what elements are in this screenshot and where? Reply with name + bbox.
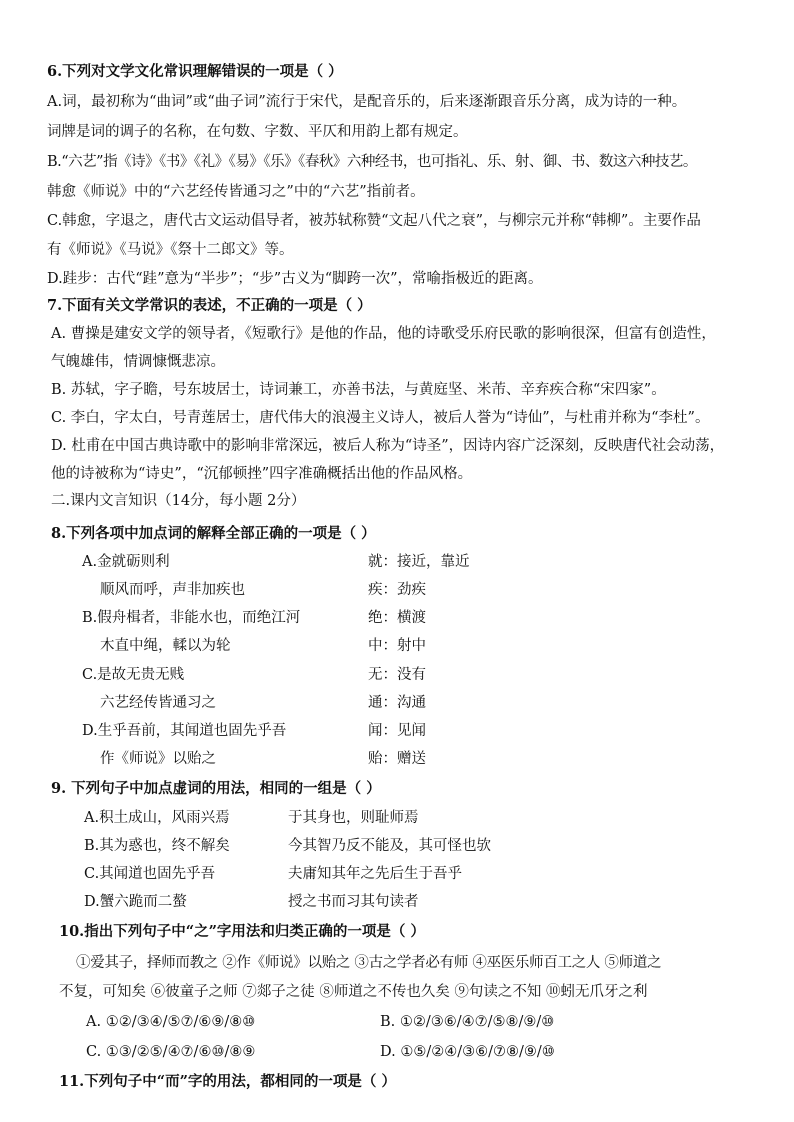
q9-row-c-left: C.其闻道也固先乎吾 — [84, 866, 216, 882]
q6-stem: 6.下列对文学文化常识理解错误的一项是（ ） — [47, 63, 343, 80]
q8-row-d2-left: 作《师说》以贻之 — [100, 751, 216, 767]
q10-sentences-line1: ①爱其子，择师而教之 ②作《师说》以贻之 ③古之学者必有师 ④巫医乐师百工之人 ⑤师道之 — [76, 955, 662, 971]
q6-option-a-line2: 词牌是词的调子的名称，在句数、字数、平仄和用韵上都有规定。 — [47, 124, 468, 140]
q9-row-c-right: 夫庸知其年之先后生于吾乎 — [288, 866, 462, 882]
q9-row-a-left: A.积土成山，风雨兴焉 — [84, 810, 230, 826]
q10-option-d: D. ①⑤/②④/③⑥/⑦⑧/⑨/⑩ — [380, 1044, 555, 1060]
q8-row-d1-left: D.生乎吾前，其闻道也固先乎吾 — [82, 723, 287, 739]
q8-stem: 8.下列各项中加点词的解释全部正确的一项是（ ） — [51, 525, 376, 542]
q8-row-b2-right: 中：射中 — [368, 638, 426, 654]
q9-row-d-right: 授之书而习其句读者 — [288, 894, 419, 910]
q6-option-b-line1: B.“六艺”指《诗》《书》《礼》《易》《乐》《春秋》六种经书，也可指礼、乐、射、御、书、数这六种技艺。 — [47, 154, 697, 170]
q10-option-c: C. ①③/②⑤/④⑦/⑥⑩/⑧⑨ — [86, 1044, 256, 1060]
q7-option-c: C. 李白，字太白，号青莲居士，唐代伟大的浪漫主义诗人，被后人誉为“诗仙”，与杜甫并称为“李杜”。 — [51, 410, 710, 426]
q7-option-b: B. 苏轼，字子瞻，号东坡居士，诗词兼工，亦善书法，与黄庭坚、米芾、辛弃疾合称“宋四家”。 — [51, 382, 666, 398]
q6-option-a-line1: A.词，最初称为“曲词”或“曲子词”流行于宋代，是配音乐的，后来逐渐跟音乐分离，成为诗的一种。 — [47, 94, 687, 110]
q7-stem: 7.下面有关文学常识的表述，不正确的一项是（ ） — [47, 297, 372, 314]
q9-row-b-left: B.其为惑也，终不解矣 — [84, 838, 230, 854]
q9-stem: 9. 下列句子中加点虚词的用法，相同的一组是（ ） — [51, 780, 381, 797]
q10-stem: 10.指出下列句子中“之”字用法和归类正确的一项是（ ） — [59, 923, 425, 940]
q7-option-a-line2: 气魄雄伟，情调慷慨悲凉。 — [51, 354, 225, 370]
q8-row-c1-right: 无：没有 — [368, 667, 426, 683]
q7-option-d-line2: 他的诗被称为“诗史”，“沉郁顿挫”四字准确概括出他的作品风格。 — [51, 466, 473, 482]
q6-option-c-line2: 有《师说》《马说》《祭十二郎文》等。 — [47, 242, 294, 258]
q8-row-c2-right: 通：沟通 — [368, 695, 426, 711]
q8-row-c1-left: C.是故无贵无贱 — [82, 667, 185, 683]
q8-row-a2-left: 顺风而呼，声非加疾也 — [100, 582, 245, 598]
q8-row-d1-right: 闻：见闻 — [368, 723, 426, 739]
q6-option-b-line2: 韩愈《师说》中的“六艺经传皆通习之”中的“六艺”指前者。 — [47, 184, 425, 200]
q8-row-d2-right: 贻：赠送 — [368, 751, 426, 767]
q8-row-b2-left: 木直中绳，輮以为轮 — [100, 638, 231, 654]
q8-row-b1-right: 绝：横渡 — [368, 610, 426, 626]
q6-option-d-line1: D.跬步：古代“跬”意为“半步”；“步”古义为“脚跨一次”，常喻指极近的距离。 — [47, 271, 543, 287]
q11-stem: 11.下列句子中“而”字的用法，都相同的一项是（ ） — [59, 1073, 396, 1090]
q7-option-a-line1: A. 曹操是建安文学的领导者，《短歌行》是他的作品，他的诗歌受乐府民歌的影响很深，但富有创造性， — [51, 326, 716, 342]
q9-row-a-right: 于其身也，则耻师焉 — [288, 810, 419, 826]
q6-option-c-line1: C.韩愈，字退之，唐代古文运动倡导者，被苏轼称赞“文起八代之衰”，与柳宗元并称“韩柳”。主要作品 — [47, 213, 701, 229]
q9-row-b-right: 今其智乃反不能及，其可怪也欤 — [288, 838, 491, 854]
q7-option-d-line1: D. 杜甫在中国古典诗歌中的影响非常深远，被后人称为“诗圣”，因诗内容广泛深刻，反映唐代社会动荡， — [51, 438, 725, 454]
q8-row-a2-right: 疾：劲疾 — [368, 582, 426, 598]
q8-row-a1-left: A.金就砺则利 — [82, 554, 170, 570]
q8-row-b1-left: B.假舟楫者，非能水也，而绝江河 — [82, 610, 301, 626]
q10-sentences-line2: 不复，可知矣 ⑥彼童子之师 ⑦郯子之徒 ⑧师道之不传也久矣 ⑨句读之不知 ⑩蚓无爪牙之利 — [59, 984, 648, 1000]
section-heading: 二.课内文言知识（14分，每小题 2分） — [51, 493, 306, 509]
q9-row-d-left: D.蟹六跪而二螯 — [84, 894, 187, 910]
q8-row-a1-right: 就：接近，靠近 — [368, 554, 470, 570]
q10-option-a: A. ①②/③④/⑤⑦/⑥⑨/⑧⑩ — [86, 1014, 256, 1030]
q10-option-b: B. ①②/③⑥/④⑦/⑤⑧/⑨/⑩ — [380, 1014, 555, 1030]
q8-row-c2-left: 六艺经传皆通习之 — [100, 695, 216, 711]
